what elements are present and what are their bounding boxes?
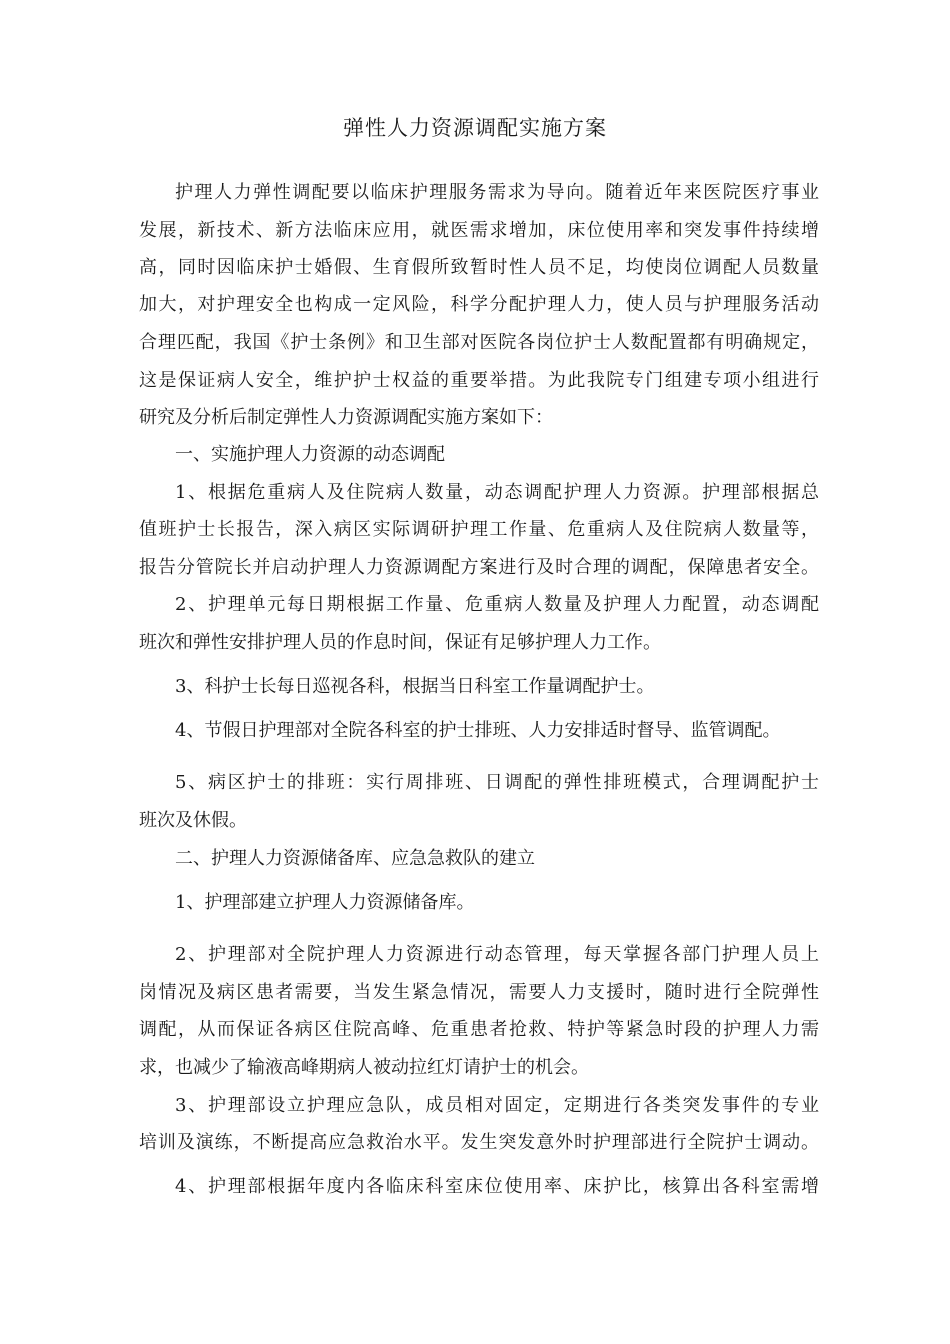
paragraph-line: 报告分管院长并启动护理人力资源调配方案进行及时合理的调配，保障患者安全。	[139, 557, 819, 578]
section-heading: 一、实施护理人力资源的动态调配	[175, 444, 445, 465]
paragraph-line: 2、护理部对全院护理人力资源进行动态管理，每天掌握各部门护理人员上	[175, 944, 819, 965]
paragraph-line: 5、病区护士的排班：实行周排班、日调配的弹性排班模式，合理调配护士	[175, 772, 819, 793]
paragraph-line: 加大，对护理安全也构成一定风险，科学分配护理人力，使人员与护理服务活动	[139, 294, 819, 315]
paragraph-line: 高，同时因临床护士婚假、生育假所致暂时性人员不足，均使岗位调配人员数量	[139, 257, 819, 278]
paragraph-line: 4、护理部根据年度内各临床科室床位使用率、床护比，核算出各科室需增	[175, 1176, 819, 1197]
paragraph-line: 发展，新技术、新方法临床应用，就医需求增加，床位使用率和突发事件持续增	[139, 220, 819, 241]
section-heading: 二、护理人力资源储备库、应急急救队的建立	[175, 848, 535, 869]
paragraph-line: 3、护理部设立护理应急队，成员相对固定，定期进行各类突发事件的专业	[175, 1095, 819, 1116]
paragraph-line: 2、护理单元每日期根据工作量、危重病人数量及护理人力配置，动态调配	[175, 594, 819, 615]
paragraph-line: 1、护理部建立护理人力资源储备库。	[175, 892, 475, 913]
paragraph-line: 4、节假日护理部对全院各科室的护士排班、人力安排适时督导、监管调配。	[175, 720, 781, 741]
paragraph-line: 值班护士长报告，深入病区实际调研护理工作量、危重病人及住院病人数量等，	[139, 519, 819, 540]
paragraph-line: 研究及分析后制定弹性人力资源调配实施方案如下：	[139, 407, 553, 428]
paragraph-line: 班次和弹性安排护理人员的作息时间，保证有足够护理人力工作。	[139, 632, 661, 653]
paragraph-line: 3、科护士长每日巡视各科，根据当日科室工作量调配护士。	[175, 676, 655, 697]
paragraph-line: 班次及休假。	[139, 810, 247, 831]
paragraph-line: 护理人力弹性调配要以临床护理服务需求为导向。随着近年来医院医疗事业	[175, 182, 819, 203]
paragraph-line: 合理匹配，我国《护士条例》和卫生部对医院各岗位护士人数配置都有明确规定，	[139, 332, 819, 353]
paragraph-line: 求，也减少了输液高峰期病人被动拉红灯请护士的机会。	[139, 1057, 589, 1078]
paragraph-line: 1、根据危重病人及住院病人数量，动态调配护理人力资源。护理部根据总	[175, 482, 819, 503]
paragraph-line: 这是保证病人安全，维护护士权益的重要举措。为此我院专门组建专项小组进行	[139, 370, 819, 391]
paragraph-line: 培训及演练，不断提高应急救治水平。发生突发意外时护理部进行全院护士调动。	[139, 1132, 819, 1153]
paragraph-line: 岗情况及病区患者需要，当发生紧急情况，需要人力支援时，随时进行全院弹性	[139, 982, 819, 1003]
paragraph-line: 调配，从而保证各病区住院高峰、危重患者抢救、特护等紧急时段的护理人力需	[139, 1019, 819, 1040]
document-title: 弹性人力资源调配实施方案	[343, 116, 607, 140]
